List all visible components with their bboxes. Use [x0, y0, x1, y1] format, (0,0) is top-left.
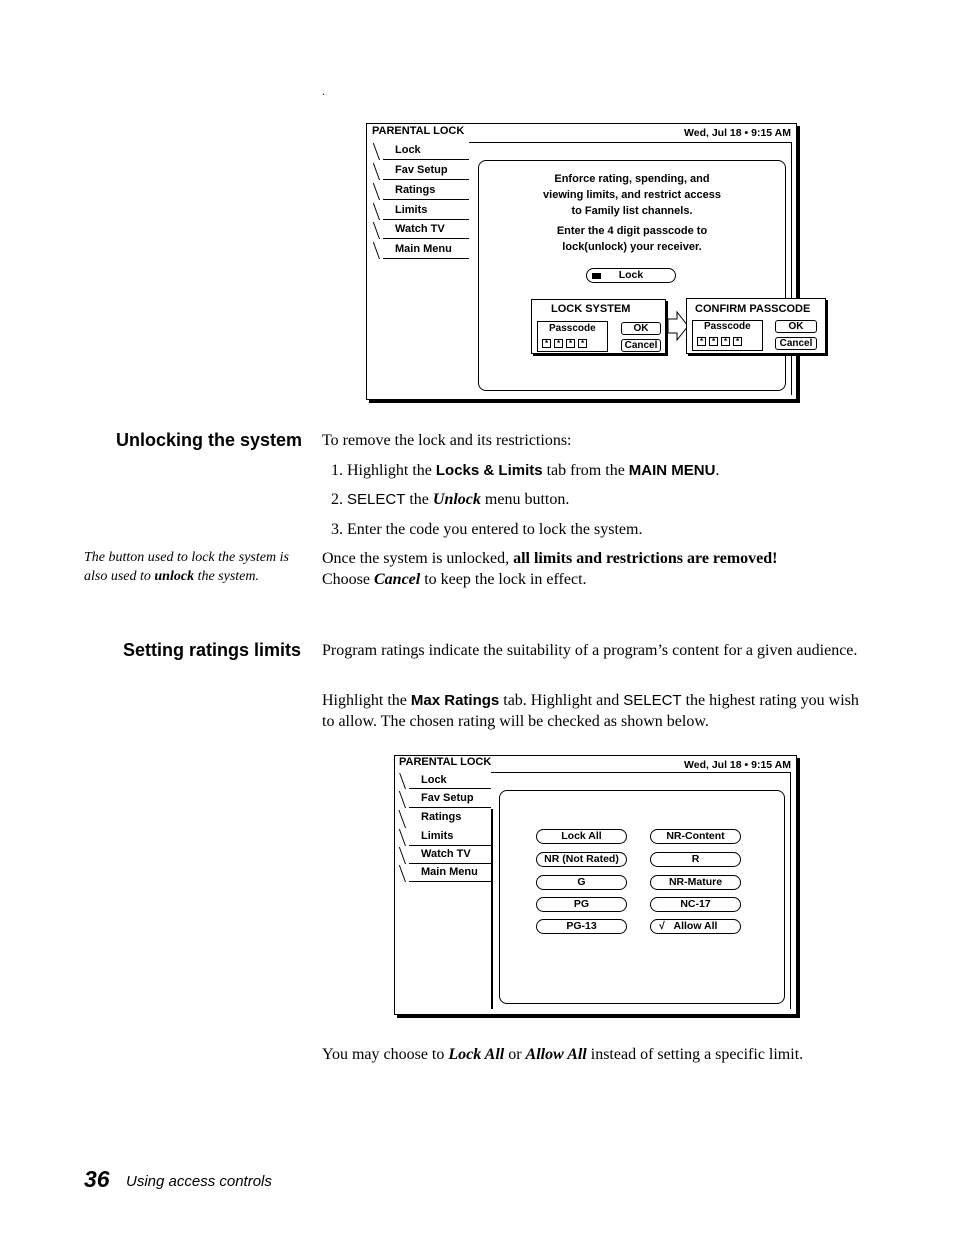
digit-box: * [554, 339, 563, 348]
step-text: tab from the [542, 462, 629, 479]
tab-lock[interactable] [409, 772, 491, 789]
cancel-term: Cancel [374, 571, 421, 588]
unlock-term: Unlock [432, 491, 481, 508]
tab-ratings[interactable] [383, 182, 469, 200]
rating-button-allow-all[interactable] [650, 919, 741, 934]
section-heading-unlocking: Unlocking the system [116, 430, 303, 450]
parental-lock-screen-ratings [394, 755, 797, 1015]
lock-description: Enforce rating, spending, and viewing limits, and restrict access to Family list channels. [543, 173, 721, 217]
tab-main-menu[interactable] [383, 241, 469, 259]
ratings-intro: Program ratings indicate the suitability of a program’s content for a given audience. [322, 642, 858, 659]
tab-label: Fav Setup [395, 164, 448, 176]
tab-label: Main Menu [421, 866, 478, 878]
step-text: menu button. [480, 491, 570, 508]
tab-ratings[interactable] [409, 809, 491, 827]
instruction-text: the highest rating you wish to allow. The chosen rating will be checked as shown below. [322, 692, 859, 730]
parental-lock-screen-lock [366, 123, 813, 400]
page-dot: . [322, 84, 325, 98]
sidenote [84, 548, 299, 586]
unlock-note [322, 548, 862, 590]
lock-indicator-icon [592, 273, 601, 279]
allow-all-term: Allow All [525, 1046, 587, 1063]
lock-system-dialog [531, 299, 666, 354]
page-number: 36 [84, 1166, 110, 1192]
digit-box: * [542, 339, 551, 348]
tab-label: Ratings [395, 184, 436, 196]
locks-limits-term: Locks & Limits [435, 462, 543, 479]
digit-box: * [721, 337, 730, 346]
dialog-title: CONFIRM PASSCODE [695, 303, 811, 315]
step-number: 3. [331, 521, 343, 538]
screen-date: Wed, Jul 18 • 9:15 AM [684, 127, 791, 139]
passcode-label: Passcode [704, 321, 751, 332]
rating-button-lock-all[interactable]: Lock All [536, 829, 627, 844]
digit-box: * [566, 339, 575, 348]
step-1 [331, 460, 719, 481]
dialog-title: LOCK SYSTEM [551, 303, 631, 315]
step-2 [331, 489, 569, 510]
lock-button-label: Lock [618, 269, 644, 281]
main-menu-term: MAIN MENU [628, 462, 716, 479]
cancel-button[interactable]: Cancel [775, 337, 817, 350]
tab-label: Watch TV [395, 223, 445, 235]
digit-box: * [709, 337, 718, 346]
digit-box: * [578, 339, 587, 348]
content-frame-left [491, 809, 493, 1009]
screen-title: PARENTAL LOCK [399, 756, 492, 768]
sidenote-text: The button used to lock the system is also used to [84, 550, 289, 584]
tab-lock[interactable] [383, 142, 469, 160]
step-text: Enter the code you entered to lock the system. [347, 521, 643, 538]
digit-box: * [733, 337, 742, 346]
unlock-intro: To remove the lock and its restrictions: [322, 432, 572, 449]
note-text: Once the system is unlocked, [322, 550, 514, 567]
tab-fav-setup[interactable] [383, 162, 469, 180]
tab-label: Lock [421, 774, 447, 786]
closing-text: instead of setting a specific limit. [586, 1046, 804, 1063]
tab-label: Limits [421, 830, 454, 842]
footer-section-title: Using access controls [126, 1173, 272, 1190]
tab-limits[interactable] [409, 828, 491, 846]
tab-label: Fav Setup [421, 792, 474, 804]
tab-label: Limits [395, 204, 428, 216]
tab-label: Watch TV [421, 848, 471, 860]
ok-button[interactable]: OK [775, 320, 817, 333]
step-text: . [715, 462, 720, 479]
note-emphasis: all limits and restrictions are removed! [513, 550, 778, 567]
tab-watch-tv[interactable] [383, 221, 469, 239]
passcode-instruction: Enter the 4 digit passcode to lock(unlock) your receiver. [556, 225, 708, 253]
select-term: SELECT [623, 692, 682, 709]
section-heading-ratings: Setting ratings limits [123, 640, 302, 660]
screen-date: Wed, Jul 18 • 9:15 AM [684, 759, 791, 771]
rating-button-nr-mature[interactable]: NR-Mature [650, 875, 741, 890]
digit-box: * [697, 337, 706, 346]
ratings-instruction [322, 690, 862, 732]
rating-button-pg-13[interactable]: PG-13 [536, 919, 627, 934]
sidenote-text: the system. [194, 569, 260, 584]
allow-all-label: Allow All [673, 920, 718, 932]
tab-main-menu[interactable] [409, 864, 491, 882]
tab-label: Lock [395, 144, 421, 156]
ok-button[interactable]: OK [621, 322, 661, 335]
confirm-passcode-dialog [686, 298, 826, 354]
passcode-field[interactable] [537, 321, 608, 352]
rating-button-nc-17[interactable]: NC-17 [650, 897, 741, 912]
max-ratings-term: Max Ratings [410, 692, 500, 709]
checkmark-icon: √ [659, 920, 665, 932]
step-text: the [405, 491, 433, 508]
screen-title: PARENTAL LOCK [372, 125, 465, 137]
tab-fav-setup[interactable] [409, 790, 491, 808]
passcode-digits [697, 336, 745, 347]
rating-button-g[interactable]: G [536, 875, 627, 890]
tab-label: Ratings [421, 811, 462, 823]
rating-button-r[interactable]: R [650, 852, 741, 867]
passcode-label: Passcode [549, 323, 596, 334]
note-text: Choose [322, 571, 374, 588]
closing-text: or [504, 1046, 526, 1063]
closing-note [322, 1044, 803, 1065]
note-text: to keep the lock in effect. [420, 571, 587, 588]
select-term: SELECT [347, 491, 406, 508]
step-number: 2. [331, 491, 343, 508]
passcode-digits [542, 338, 590, 349]
instruction-text: Highlight the [322, 692, 411, 709]
sidenote-emphasis: unlock [154, 569, 195, 584]
step-3 [331, 519, 642, 540]
step-text: Highlight the [347, 462, 436, 479]
cancel-button[interactable]: Cancel [621, 339, 661, 352]
confirm-passcode-field[interactable] [692, 320, 763, 351]
tab-label: Main Menu [395, 243, 452, 255]
closing-text: You may choose to [322, 1046, 449, 1063]
tab-limits[interactable] [383, 202, 469, 220]
step-number: 1. [331, 462, 343, 479]
lock-button[interactable] [586, 268, 676, 283]
rating-button-pg[interactable]: PG [536, 897, 627, 912]
rating-button-nr-not-rated[interactable]: NR (Not Rated) [536, 852, 627, 867]
lock-all-term: Lock All [448, 1046, 505, 1063]
tab-watch-tv[interactable] [409, 846, 491, 864]
instruction-text: tab. Highlight and [499, 692, 624, 709]
rating-button-nr-content[interactable]: NR-Content [650, 829, 741, 844]
